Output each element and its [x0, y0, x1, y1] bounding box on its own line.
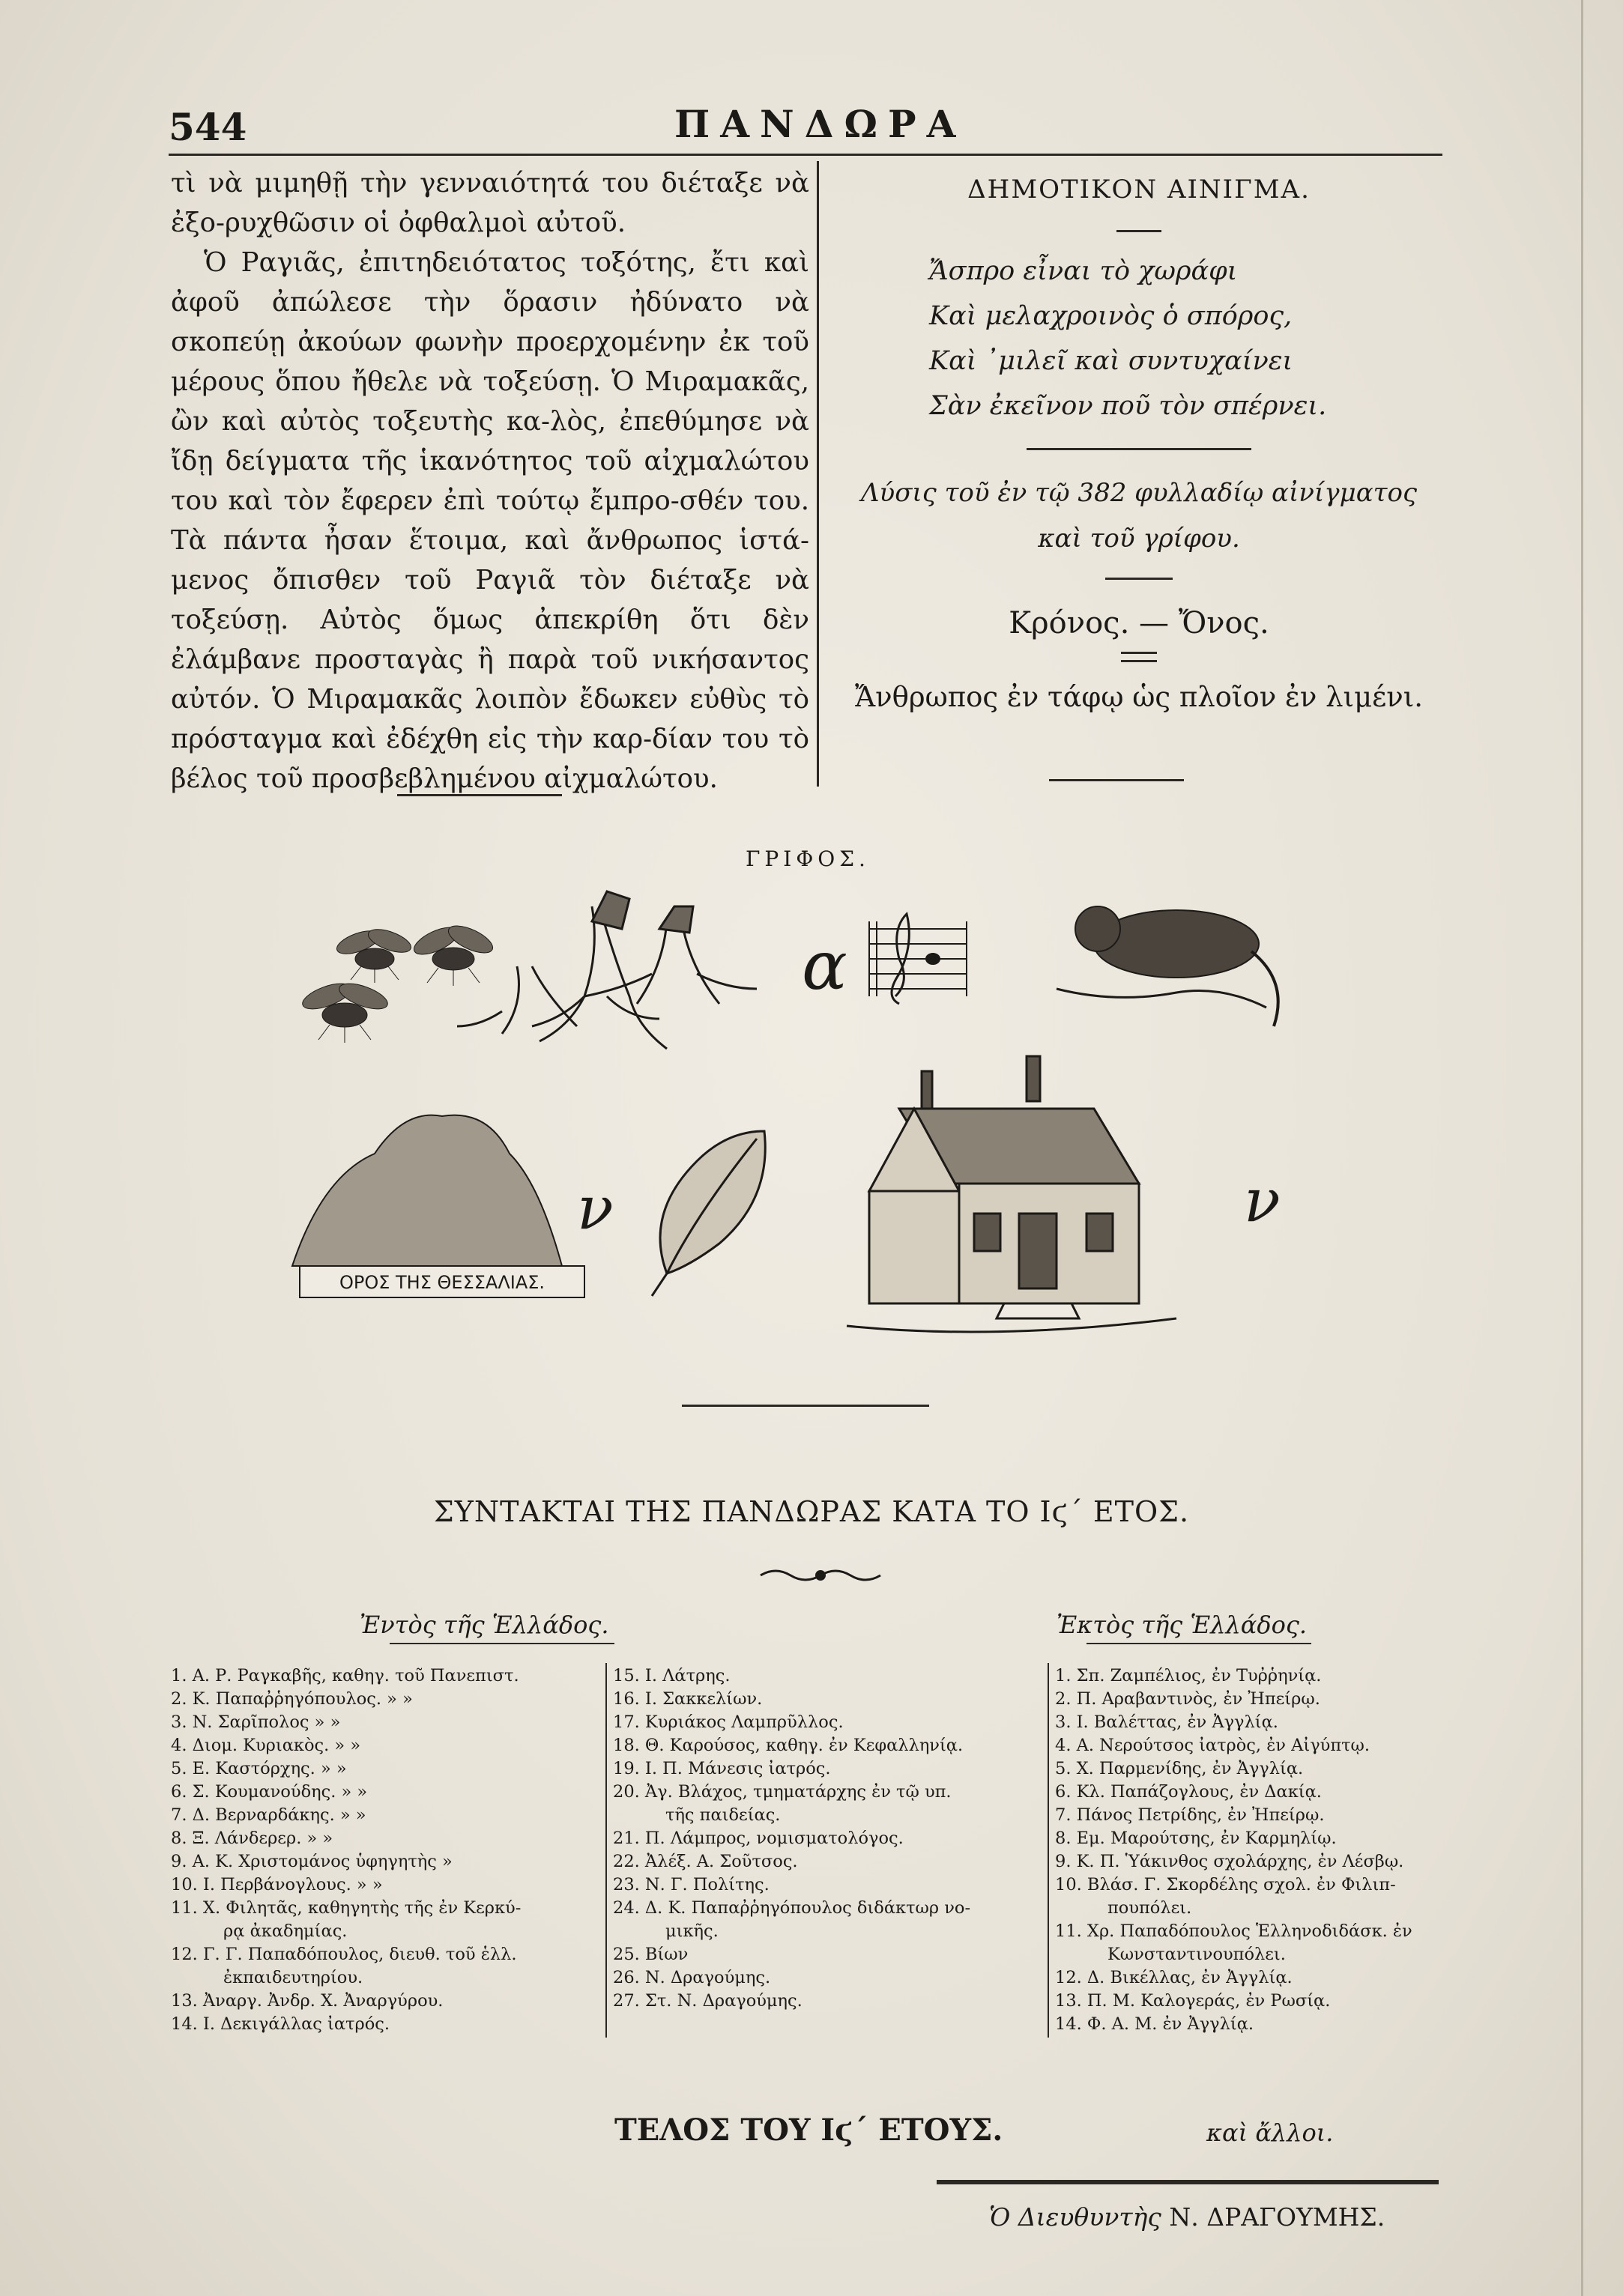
ornament-icon — [757, 1564, 884, 1587]
list-item: 8. Εμ. Μαρούτσης, ἐν Καρμηλίῳ. — [1055, 1829, 1337, 1848]
rebus-end-rule — [682, 1405, 929, 1407]
list-item: 25. Βίων — [613, 1945, 689, 1964]
list-item: 18. Θ. Καρούσος, καθηγ. ἐν Κεφαλληνίᾳ. — [613, 1736, 964, 1755]
list-item: 7. Πάνος Πετρίδης, ἐν Ἠπείρῳ. — [1055, 1805, 1325, 1825]
list-item: 4. Α. Νερούτσος ἰατρὸς, ἐν Αἰγύπτῳ. — [1055, 1736, 1370, 1755]
list-item: 11. Χ. Φιλητᾶς, καθηγητὴς τῆς ἐν Κερκύ- — [171, 1898, 522, 1918]
section-end-rule — [397, 794, 562, 796]
list-item: 5. Ε. Καστόρχης. » » — [171, 1759, 347, 1778]
footer-rule — [937, 2180, 1439, 2184]
rebus-letter-v: ν — [577, 1173, 614, 1243]
list-item: 2. Π. Αραβαντινὸς, ἐν Ἠπείρῳ. — [1055, 1689, 1320, 1709]
list-item: 9. Κ. Π. Ὑάκινθος σχολάρχης, ἐν Λέσβῳ. — [1055, 1852, 1404, 1871]
list-item-continuation: Κωνσταντινουπόλει. — [1107, 1945, 1286, 1964]
list-item: 12. Δ. Βικέλλας, ἐν Ἀγγλίᾳ. — [1055, 1968, 1293, 1987]
paragraph: τὶ νὰ μιμηθῇ τὴν γενναιότητά του διέταξε νὰ ἐξο-ρυχθῶσιν οἱ ὀφθαλμοὶ αὐτοῦ. — [171, 168, 809, 238]
mountain-icon — [292, 1115, 584, 1297]
list-item: 8. Ξ. Λάνδερερ. » » — [171, 1829, 333, 1848]
list-item-continuation: μικῆς. — [665, 1921, 719, 1941]
short-rule — [1116, 230, 1161, 232]
solution-words: Κρόνος. — Ὄνος. — [1009, 606, 1269, 640]
list-item: 17. Κυριάκος Λαμπρῦλλος. — [613, 1712, 844, 1732]
list-item: 14. Ι. Δεκιγάλλας ἰατρός. — [171, 2014, 390, 2034]
short-rule — [1105, 578, 1173, 580]
signature-name: Ν. ΔΡΑΓΟΥΜΗΣ. — [1169, 2202, 1385, 2232]
list-item: 19. Ι. Π. Μάνεσις ἰατρός. — [613, 1759, 831, 1778]
poem-line: Σὰν ἐκεῖνον ποῦ τὸν σπέρνει. — [929, 391, 1327, 421]
rebus-letter-a: α — [802, 927, 847, 1005]
poem-line: Ἄσπρο εἶναι τὸ χωράφι — [929, 256, 1238, 286]
rebus-letter-v: ν — [1244, 1166, 1281, 1235]
solution-title-line2: καὶ τοῦ γρίφου. — [1038, 524, 1240, 554]
list-item: 6. Σ. Κουμανούδης. » » — [171, 1782, 368, 1802]
section-end-rule — [1049, 779, 1184, 781]
signature-role: Ὁ Διευθυντὴς — [989, 2202, 1161, 2232]
list-item: 6. Κλ. Παπάζογλους, ἐν Δακίᾳ. — [1055, 1782, 1322, 1802]
list-item: 7. Δ. Βερναρδάκης. » » — [171, 1805, 366, 1825]
list-item: 23. Ν. Γ. Πολίτης. — [613, 1875, 770, 1894]
rat-icon — [1057, 906, 1278, 1026]
list-item-continuation: ρᾳ ἀκαδημίας. — [223, 1921, 348, 1941]
page-number: 544 — [169, 105, 247, 149]
outside-greece-heading: Ἐκτὸς τῆς Ἑλλάδος. — [1057, 1611, 1308, 1639]
flies-icon — [300, 921, 497, 1043]
solution-proverb: Ἄνθρωπος ἐν τάφῳ ὡς πλοῖον ἐν λιμένι. — [854, 681, 1424, 713]
left-column — [171, 163, 809, 799]
header-rule — [169, 154, 1442, 156]
list-item-continuation: ἐκπαιδευτηρίου. — [223, 1968, 363, 1987]
and-others-note: καὶ ἄλλοι. — [1206, 2118, 1334, 2147]
heading-underline — [1086, 1643, 1311, 1644]
contributors-list-outside — [1055, 1665, 1445, 2036]
list-item: 4. Διομ. Κυριακὸς. » » — [171, 1736, 361, 1755]
list-item-continuation: τῆς παιδείας. — [665, 1805, 781, 1825]
list-item: 24. Δ. Κ. Παπαῤῥηγόπουλος διδάκτωρ νο- — [613, 1898, 971, 1918]
list-item: 13. Π. Μ. Καλογεράς, ἐν Ρωσίᾳ. — [1055, 1991, 1331, 2011]
list-item: 27. Στ. Ν. Δραγούμης. — [613, 1991, 803, 2011]
rebus-illustration — [277, 876, 1341, 1371]
solution-title: Λύσις τοῦ ἐν τῷ 382 φυλλαδίῳ αἰνίγματος — [861, 478, 1417, 508]
roots-icon — [457, 891, 757, 1049]
list-item: 15. Ι. Λάτρης. — [613, 1666, 731, 1685]
poem-line: Καὶ μελαχροινὸς ὁ σπόρος, — [929, 301, 1293, 331]
contributors-list-inside-1 — [171, 1665, 602, 2036]
list-item: 12. Γ. Γ. Παπαδόπουλος, διευθ. τοῦ ἑλλ. — [171, 1945, 517, 1964]
inside-greece-heading: Ἐντὸς τῆς Ἑλλάδος. — [360, 1611, 609, 1639]
double-rule — [1121, 652, 1157, 662]
list-item-continuation: πουπόλει. — [1107, 1898, 1192, 1918]
list-item: 10. Βλάσ. Γ. Σκορδέλης σχολ. ἐν Φιλιπ- — [1055, 1875, 1396, 1894]
leaf-icon — [652, 1131, 765, 1296]
list-item: 20. Ἀγ. Βλάχος, τμηματάρχης ἐν τῷ υπ. — [613, 1782, 952, 1802]
list-item: 1. Α. Ρ. Ραγκαβῆς, καθηγ. τοῦ Πανεπιστ. — [171, 1666, 519, 1685]
enigma-title: ΔΗΜΟΤΙΚΟΝ ΑΙΝΙΓΜΑ. — [967, 175, 1311, 205]
enigma-poem — [929, 249, 1446, 428]
contributors-list-inside-2 — [613, 1665, 1033, 2013]
page-edge — [1581, 0, 1583, 2296]
list-item: 5. Χ. Παρμενίδης, ἐν Ἀγγλίᾳ. — [1055, 1759, 1304, 1778]
list-item: 13. Ἀναργ. Ἀνδρ. Χ. Ἀναργύρου. — [171, 1991, 444, 2011]
house-icon — [847, 1056, 1176, 1332]
mid-rule — [1027, 448, 1251, 450]
list-item: 11. Χρ. Παπαδόπουλος Ἑλληνοδιδάσκ. ἐν — [1055, 1921, 1412, 1941]
mountain-caption: ΟΡΟΣ ΤΗΣ ΘΕΣΣΑΛΙΑΣ. — [339, 1272, 545, 1293]
list-divider — [1048, 1663, 1049, 2038]
music-staff-icon — [869, 914, 967, 1004]
list-item: 3. Ν. Σαρῖπολος » » — [171, 1712, 341, 1732]
right-column — [832, 169, 1446, 718]
paragraph: Ὁ Ραγιᾶς, ἐπιτηδειότατος τοξότης, ἔτι καὶ ἀφοῦ ἀπώλεσε τὴν ὅρασιν ἠδύνατο νὰ σκοπεύῃ ἀκούων φωνὴν προερχομένην ἐκ τοῦ μέρους ὅπου ἤθελε νὰ τοξεύσῃ. Ὁ Μιραμακᾶς, ὢν καὶ αὐτὸς τοξευτὴς κα-λὸς, ἐπεθύμησε νὰ ἴδῃ δείγματα τῆς ἱκανότητος τοῦ αἰχμαλώτου του καὶ τὸν ἔφερεν ἐπὶ τούτῳ ἔμπρο-σθέν του. Τὰ πάντα ἦσαν ἕτοιμα, καὶ ἄνθρωπος ἱστά-μενος ὄπισθεν τοῦ Ραγιᾶ τὸν διέταξε νὰ τοξεύσῃ. Αὐτὸς ὅμως ἀπεκρίθη ὅτι δὲν ἐλάμβανε προσταγὰς ἢ παρὰ τοῦ νικήσαντος αὐτόν. Ὁ Μιραμακᾶς λοιπὸν ἔδωκεν εὐθὺς τὸ πρόσταγμα καὶ ἐδέχθη εἰς τὴν καρ-δίαν του τὸ βέλος τοῦ προσβεβλημένου αἰχμαλώτου. — [171, 247, 809, 794]
poem-line: Καὶ ᾿μιλεῖ καὶ συντυχαίνει — [929, 346, 1293, 376]
list-item: 26. Ν. Δραγούμης. — [613, 1968, 771, 1987]
list-item: 9. Α. Κ. Χριστομάνος ὑφηγητὴς » — [171, 1852, 453, 1871]
end-of-year-title: ΤΕΛΟΣ ΤΟΥ Ιϛ΄ ΕΤΟΥΣ. — [614, 2112, 1003, 2148]
list-item: 14. Φ. Α. Μ. ἐν Ἀγγλίᾳ. — [1055, 2014, 1254, 2034]
rebus-title: ΓΡΙΦΟΣ. — [746, 846, 870, 871]
column-divider — [817, 161, 819, 787]
list-item: 16. Ι. Σακκελίων. — [613, 1689, 763, 1709]
heading-underline — [390, 1643, 614, 1644]
list-item: 10. Ι. Περβάνογλους. » » — [171, 1875, 383, 1894]
list-item: 1. Σπ. Ζαμπέλιος, ἐν Τυῤῥηνίᾳ. — [1055, 1666, 1322, 1685]
contributors-title: ΣΥΝΤΑΚΤΑΙ ΤΗΣ ΠΑΝΔΩΡΑΣ ΚΑΤΑ ΤΟ Ιϛ΄ ΕΤΟΣ. — [433, 1495, 1190, 1528]
list-divider — [605, 1663, 607, 2038]
list-item: 3. Ι. Βαλέττας, ἐν Ἀγγλίᾳ. — [1055, 1712, 1278, 1732]
list-item: 22. Ἀλέξ. Α. Σοῦτσος. — [613, 1852, 798, 1871]
list-item: 2. Κ. Παπαῤῥηγόπουλος. » » — [171, 1689, 413, 1709]
list-item: 21. Π. Λάμπρος, νομισματολόγος. — [613, 1829, 904, 1848]
journal-title: ΠΑΝΔΩΡΑ — [674, 102, 967, 146]
editor-signature — [989, 2202, 1385, 2232]
